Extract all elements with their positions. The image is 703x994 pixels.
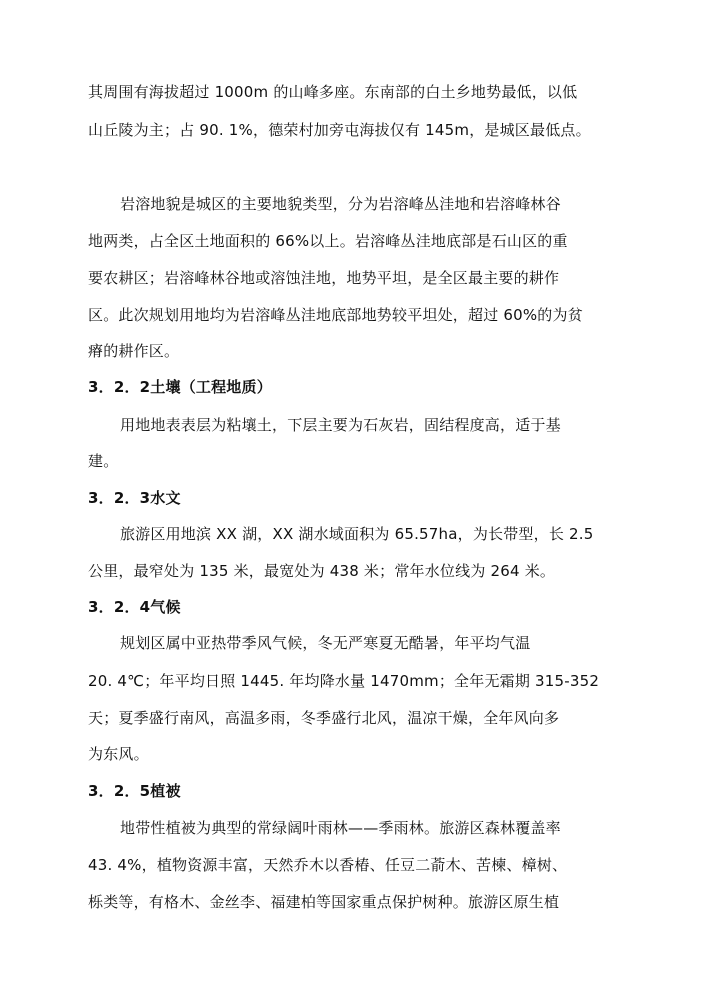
- section-heading: 3．2．3水文: [88, 489, 181, 507]
- paragraph-line: 旅游区用地滨 XX 湖，XX 湖水域面积为 65.57ha，为长带型，长 2.5: [120, 525, 594, 543]
- paragraph-line: 建。: [88, 452, 119, 470]
- paragraph-line: 20. 4℃；年平均日照 1445. 年均降水量 1470mm；全年无霜期 315-352: [88, 672, 600, 690]
- paragraph-line: 岩溶地貌是城区的主要地貌类型，分为岩溶峰丛洼地和岩溶峰林谷: [120, 195, 561, 213]
- paragraph-line: 规划区属中亚热带季风气候，冬无严寒夏无酷暑，年平均气温: [120, 634, 531, 652]
- paragraph-line: 公里，最窄处为 135 米，最宽处为 438 米；常年水位线为 264 米。: [88, 562, 556, 580]
- paragraph-line: 地两类，占全区土地面积的 66%以上。岩溶峰丛洼地底部是石山区的重: [88, 232, 568, 250]
- paragraph-line: 山丘陵为主；占 90. 1%，德荣村加旁屯海拔仅有 145m，是城区最低点。: [88, 121, 591, 139]
- paragraph-line: 用地地表表层为粘壤土，下层主要为石灰岩，固结程度高，适于基: [120, 416, 561, 434]
- paragraph-line: 要农耕区；岩溶峰林谷地或溶蚀洼地，地势平坦，是全区最主要的耕作: [88, 269, 560, 287]
- paragraph-line: 43. 4%，植物资源丰富，天然乔木以香椿、任豆二萮木、苦楝、樟树、: [88, 856, 568, 874]
- paragraph-line: 天；夏季盛行南风，高温多雨，冬季盛行北风，温凉干燥，全年风向多: [88, 709, 560, 727]
- paragraph-line: 地带性植被为典型的常绿阔叶雨林——季雨林。旅游区森林覆盖率: [120, 819, 561, 837]
- paragraph-line: 栎类等，有格木、金丝李、福建柏等国家重点保护树种。旅游区原生植: [88, 893, 560, 911]
- paragraph-line: 区。此次规划用地均为岩溶峰丛洼地底部地势较平坦处，超过 60%的为贫: [88, 306, 583, 324]
- section-heading: 3．2．2土壤（工程地质）: [88, 378, 272, 396]
- paragraph-line: 为东风。: [88, 745, 149, 763]
- section-heading: 3．2．4气候: [88, 598, 181, 616]
- paragraph-line: 瘠的耕作区。: [88, 342, 180, 360]
- section-heading: 3．2．5植被: [88, 782, 181, 800]
- paragraph-line: 其周围有海拔超过 1000m 的山峰多座。东南部的白土乡地势最低，以低: [88, 83, 578, 101]
